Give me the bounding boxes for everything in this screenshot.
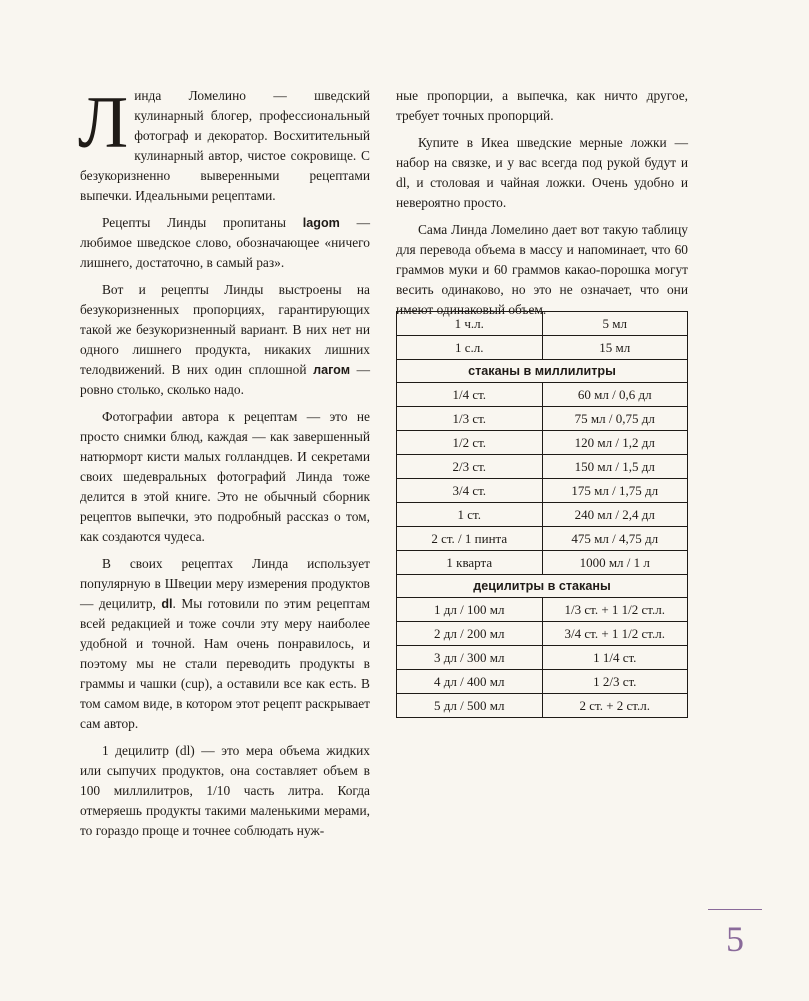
table-row xyxy=(397,503,688,527)
table-cell-equivalent: 1000 мл / 1 л xyxy=(542,551,688,575)
table-cell-measure: 5 дл / 500 мл xyxy=(397,694,543,718)
drop-cap: Л xyxy=(78,82,129,164)
table-cell-measure: 1/2 ст. xyxy=(397,431,543,455)
table-row xyxy=(397,383,688,407)
table-row xyxy=(397,312,688,336)
deciliter-definition-paragraph: 1 децилитр (dl) — это мера объема жидких или сыпучих продуктов, она составляет объем в 100 миллилитров, 1/10 часть литра. Когда отмеряешь продукты такими маленькими мерами, то гораздо проще и точнее соблюдать нуж- xyxy=(80,743,370,838)
table-cell-equivalent: 15 мл xyxy=(542,336,688,360)
table-row xyxy=(397,622,688,646)
proportions-paragraph: Вот и рецепты Линды выстроены на безукоризненных пропорциях, гарантирующих такой же безукоризненный вариант. В них нет ни одного лишнего продукта, никаких лишних телодвижений. В них один сплошной лагом — ровно столько, сколько надо. xyxy=(80,282,370,397)
right-column xyxy=(396,86,688,327)
table-row xyxy=(397,551,688,575)
conversion-table xyxy=(396,311,688,718)
continuation-paragraph: ные пропорции, а выпечка, как ничто другое, требует точных пропорций. xyxy=(396,88,688,123)
photos-paragraph: Фотографии автора к рецептам — это не просто снимки блюд, каждая — как завершенный натюрморт кисти малых голландцев. И секретами своих шедевральных фотографий Линда тоже делится в этой книге. Это не обычный сборник рецептов выпечки, это подробный рассказ о том, как создаются чудеса. xyxy=(80,409,370,544)
table-section-heading: децилитры в стаканы xyxy=(397,575,688,598)
lagom-text: Рецепты Линды пропитаны lagom — любимое шведское слово, обозначающее «ничего лишнего, достаточно, в самый раз». xyxy=(80,215,370,270)
table-cell-equivalent: 3/4 ст. + 1 1/2 ст.л. xyxy=(542,622,688,646)
table-cell-equivalent: 1/3 ст. + 1 1/2 ст.л. xyxy=(542,598,688,622)
table-cell-equivalent: 1 2/3 ст. xyxy=(542,670,688,694)
table-cell-measure: 1 с.л. xyxy=(397,336,543,360)
table-cell-measure: 1 дл / 100 мл xyxy=(397,598,543,622)
table-cell-measure: 3/4 ст. xyxy=(397,479,543,503)
table-row xyxy=(397,455,688,479)
table-cell-equivalent: 240 мл / 2,4 дл xyxy=(542,503,688,527)
table-cell-equivalent: 5 мл xyxy=(542,312,688,336)
table-cell-equivalent: 75 мл / 0,75 дл xyxy=(542,407,688,431)
table-cell-measure: 2/3 ст. xyxy=(397,455,543,479)
table-cell-measure: 3 дл / 300 мл xyxy=(397,646,543,670)
table-section-row xyxy=(397,575,688,598)
table-row xyxy=(397,527,688,551)
table-cell-measure: 1/3 ст. xyxy=(397,407,543,431)
left-column xyxy=(78,82,370,848)
table-cell-measure: 4 дл / 400 мл xyxy=(397,670,543,694)
footer-rule xyxy=(708,909,762,910)
table-cell-measure: 1/4 ст. xyxy=(397,383,543,407)
table-row xyxy=(397,694,688,718)
table-cell-measure: 1 ст. xyxy=(397,503,543,527)
table-cell-measure: 1 кварта xyxy=(397,551,543,575)
deciliter-paragraph: В своих рецептах Линда использует популярную в Швеции меру измерения продуктов — децилитр, dl. Мы готовили по этим рецептам всей редакцией и тоже сочли эту меру наиболее удобной и точной. Нам очень понравилось, и поэтому мы не стали переводить продукты в граммы и чашки (cup), а оставили все как есть. В том самом виде, в котором этот рецепт раскрывает сам автор. xyxy=(80,556,370,731)
keyword: dl xyxy=(161,597,173,611)
table-row xyxy=(397,598,688,622)
table-cell-equivalent: 60 мл / 0,6 дл xyxy=(542,383,688,407)
ikea-paragraph: Купите в Икеа шведские мерные ложки — набор на связке, и у вас всегда под рукой будут и dl, и столовая и чайная ложки. Очень удобно и невероятно просто. xyxy=(396,135,688,210)
table-row xyxy=(397,646,688,670)
keyword: lagom xyxy=(302,216,340,230)
lagom-paragraph xyxy=(80,213,370,273)
table-cell-equivalent: 2 ст. + 2 ст.л. xyxy=(542,694,688,718)
table-cell-measure: 2 ст. / 1 пинта xyxy=(397,527,543,551)
table-cell-measure: 1 ч.л. xyxy=(397,312,543,336)
conversion-table-body xyxy=(397,312,688,718)
table-row xyxy=(397,670,688,694)
intro-paragraph: Линда Ломелино — шведский кулинарный блогер, профессиональный фотограф и декоратор. Восхитительный кулинарный автор, чистое сокровище. С безукоризненно выверенными рецептами выпечки. Идеальными рецептами. xyxy=(78,82,370,203)
table-section-heading: стаканы в миллилитры xyxy=(397,360,688,383)
table-intro-paragraph: Сама Линда Ломелино дает вот такую таблицу для перевода объема в массу и напоминает, что 60 граммов муки и 60 граммов какао-порошка могут весить одинаково, но это не означает, что они имеют одинаковый объем. xyxy=(396,222,688,317)
table-row xyxy=(397,479,688,503)
table-cell-equivalent: 475 мл / 4,75 дл xyxy=(542,527,688,551)
table-row xyxy=(397,407,688,431)
keyword: лагом xyxy=(313,363,351,377)
table-section-row xyxy=(397,360,688,383)
table-row xyxy=(397,336,688,360)
table-cell-equivalent: 150 мл / 1,5 дл xyxy=(542,455,688,479)
table-cell-measure: 2 дл / 200 мл xyxy=(397,622,543,646)
table-cell-equivalent: 1 1/4 ст. xyxy=(542,646,688,670)
table-cell-equivalent: 120 мл / 1,2 дл xyxy=(542,431,688,455)
table-cell-equivalent: 175 мл / 1,75 дл xyxy=(542,479,688,503)
page-number: 5 xyxy=(726,919,744,959)
table-row xyxy=(397,431,688,455)
